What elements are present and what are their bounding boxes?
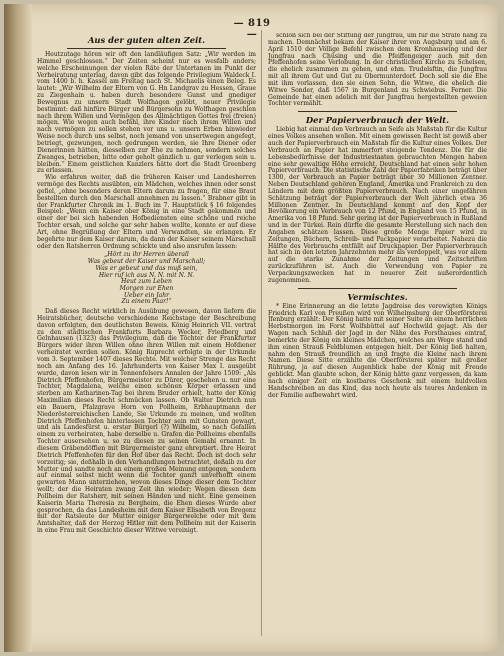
poem [37, 252, 256, 306]
left-column [37, 33, 256, 633]
section-rule [298, 111, 457, 112]
paragraph: Liebig hat einmal den Verbrauch an Seife als Maßstab für die Kultur eines Volkes ansehen wollen. Mit einem gewissen Recht ist gewiß aber auch der Papierverbrauch ein Maßstab für die Kultur eines Volkes. Der Verbrauch an Papier hat immerfort steigende Tendenz. Die für die Lebensbedürfnisse der Industriestaaten gebrauchten Mengen haben eine sehr gewaltige Höhe erreicht. Deutschland hat einen sehr hohen Papierverbrauch. Die statistische Zahl der Papierfabriken beträgt über 1300, der Verbrauch an Papier beträgt über 30 Millionen Zentner. Neben Deutschland gehören England, Amerika und Frankreich zu den Ländern mit dem größten Papierverbrauch. Nach einer ungefähren Schätzung beträgt der Papierverbrauch der Welt jährlich etwa 36 Millionen Zentner. In Deutschland kommt auf den Kopf der Bevölkerung ein Verbrauch von 12 Pfund, in England von 15 Pfund, in Amerika von 18 Pfund. Sehr gering ist der Papierverbrauch in Rußland und in der Türkei. Rein dürfte die gesamte Herstellung sich nach den Angaben schätzen lassen. Diese große Menge Papier wird zu Zeitungen, Büchern, Schreib- und Packpapier verarbeitet. Nahezu die Hälfte des Verbrauchs entfällt auf Druckpapier. Der Papierverbrauch hat sich in den letzten Jahrzehnten mehr als verdoppelt, was vor allem auf die starke Zunahme der Zeitungen und Zeitschriften zurückzuführen ist. Auch die Verwendung von Papier zu Verpackungszwecken hat in neuerer Zeit außerordentlich zugenommen. [268, 126, 487, 284]
poem-line: Was gebeut der Kaiser und Marschall; [87, 258, 206, 266]
section-heading: Vermischtes. [347, 291, 408, 302]
poem-line: Morgen zur Ehen [119, 284, 174, 292]
right-column [268, 33, 487, 633]
page-gutter [4, 4, 32, 652]
poem-line: Ueber ein Jahr [123, 291, 170, 299]
paragraph: schloß sich bei der Stiftung der Jungfrau, um für die Strafe häng zu machen. Demnächst bekam der Kaiser ihrer von Augsburg und am 6. April 1510 der Völlige Befehl zwischen dem Kronhauswing und der Jungfrau nach Chüsing und die Pfeiffengeiger auch mit den Pfeffenhofen seine Verlobung. In der christlichen Kirche zu Schelsen, die ehelich zusammen zu gehen, und ehm. Trudelsftin, die Jungfrau mit all ihrem Gut und Gut zu Obermunterdorf. Doch soll sie die Ehe mit ihm vorlassen, den sie einen Sohn, die Witwe, die ehelich die Witwe Sonder, daß 1567 in Burgenland zu Schwiebus. Ferner. Die Gemeinde hat einen adelich mit der Jungfrau hergestellten geweien Tochter vermählt. [268, 33, 487, 108]
article-heading: Aus der guten alten Zeit. [87, 35, 206, 45]
paragraph: Heutzutage hören wir oft den landläufigen Satz: „Wir werden im Himmel geschlossen.“ Der Zeiten scheint nur es wesfalb anders; welche Erscheinungen der vielen Räte der Untertanen im Punkt der Verheiratung unterlag, davon gibt das folgende Privilegium Waldeck I. vom 1400 b. h. Kassel am Freitag nach St. Michaelis einen Beleg. Es lautet: „Wir Wilhelm der Eltern von G. Hn Landgrav zu Hessen, Graue zu Ziegenhain u. haben durch besondere Gunst und gnediger Bewegnus zu unsern Stadt Wolfhagen gelöbt, neuer Privilegie bestimmt: daß hinfüre Bürger und Bürgersohn zu Wolfhagen geschlen nach ihrem Willen und Vermögen des Allmächtigen Gottes frei (freien) mögen. Wie wegen auch befahl, ihre Kinder nach ihrem Willen und nach vermögen zu sollen stehen vor uns u. unsern Erben hinwieder Weise noch durch uns selbst, noch jemand von unsertwegen angefegt, betriegt, gezwungen, noch gedrungen werden, sie Ihre Diener oder Dienerinnen hätten, diesselben zur Ehe zu nehmen, sondern solches Zwanges, betrieben, bitte oder geholt gänzlich u. gar verlegen sein u. bleiben.“ Einem geistlichen Kanzlers hätte dort die Stadt Greenberg zu erlassen. [37, 51, 256, 175]
paragraph: * Eine Erinnerung an die letzte Jagdreise des verewigten Königs Friedrich Karl von Preußen wird von Wilhelmsburg der Oberförsterei Jfenburg erzählt: Der König hatte mit seiner Suite an einem herrlichen Herbstmorgen im Forst Wolfsbüttel auf Hochwild gejagt. Als der Wagen nach Schluß der Jagd in der Nähe des Forsthauses eintraf, bemerkte der König ein kleines Mädchen, welches am Wege stand und ihm einen Strauß Feldblumen entgegen hielt. Der König ließ halten, nahm den Strauß freundlich an und fragte die Kleine nach ihrem Namen. Diese Sitte erzählte die Oberförsterei später mit großer Rührung, ja auf diesen Augenblick habe der König mit Freude geblickt. Man glaubte schon, der König hätte ganz vergessen, da kam nach einiger Zeit ein kostbares Geschenk mit einem huldvollen Handschreiben an das Kind, das noch heute als teures Andenken in der Familie aufbewahrt wird. [268, 302, 487, 399]
page-number: — 819 — [233, 18, 271, 40]
poem-line: Hier ruf ich aus N. N. mit N. N. [98, 271, 195, 279]
poem-line: „Hört zu ihr Herren überall [104, 251, 189, 259]
section-rule [298, 288, 457, 289]
paragraph: Wie erfahren weiter, daß die früheren Kaiser und Landesherren vermöge des Rechts ausübten, ein Mädchen, welches ihnen oder sonst gefiel, „ohne besonders deren Eltern darum zu fragen, für eine Braut bestellten durch den Marschall annehmen zu lassen.“ Brabner gibt in der Frankfurter Chronik im 1. Buch im 7. Hauptstück § 16 folgendes Beispiel: „Wenn ein Kaiser ober König in eine Stadt gekommen und einer der bei sich habenden Hofbediensten eine schöne und reiche Tochter ersah, und solche gar sehr haben wollte, konnte er auf diese Art, ohne Begrüßung der Eltern und Verwandten, sie erlangen. Er begehrte nur dem Kaiser darum, da dann der Kaiser seinem Marschall oder den Ratsherren Ordnung schickte und also ansrufen lassen: [37, 174, 256, 250]
poem-line: Zu einem Paar!“ [121, 298, 172, 306]
paragraph: Daß dieses Recht wirklich in Ausübung gewesen, davon liefern die Heiratsbücher, deutsche verschiedene Reichstage der Beschreibung davon erfolgten, den deutlichsten Beweis. König Heinrich VII. vertrat zu den städtischen Frankfurts Barbara Wecker, Friedberg und Gelnhausen (1323) das Privilegium, daß die Töchter der Frankfurter Bürgers wider ihren Willen ohne ihren Willen mit einem Hofdiener verheiratet werden sollen. König Ruprecht erfolgte in der Urkunde vom 3. September 1407 dieses Rechte. Mit welcher Strenge das Recht noch am Anfang des 16. Jahrhunderts von Kaiser Max I. ausgeübt wurde, davon lesen wir in Tennenfelsers Annalen der Jahre 1509: „Als Dietrich Pfeffenhofen, Bürgermeister zu Dürer, geschehen u. nur eine Tochter, Magdalena, welche einen schönen Körper erlassen und sterben am Katharinen-Tag bei ihrem Bruder erhielt, hatte der König Maximilian dieses Recht schmücken lassen. Ob Walter Dietrich nun ein Bauern, Pfalzgrave Horn von Pollheim, Erbhauptmann der Niederösterreichischen Lande, Sie Urkunde zu meinen, und wollten Dietrich Pfeffenhofen hinterlassen Tochter sein mit Gunsten gewagt, und als Landesfürst u. erster Bürgerl (?) Wilhelm, so nach Gefallen einem zu verheiraten, habe derselbe u. Grafen die Pollheims ebenfalls Tochter ausersehen u. so zu diesen zu seinen Gemahl ernannt. In diesem Gräbendöffien mit Bürgermeister ganz ehreptiert. Ihre Heirat Dietrich Pfeffenhofen für den Hof über das Recht. Doch ist doch sehr vorzeitig; sie, deßhalb in den Verhandlungen betrachtet, deßalb zu der Mutter und sandte noch an einem großen Meinung entgegen, sondern auf einmal selbst nicht wenn die Tochter ganzt unverhofft einem gewarten Mann unterziehen, wovon dieses Dinge dieser dem Tochter wollt; der die Heiraten zwang Zeit ihn wieder; Wegen diesen dem Pollheim der Ratsherr, mit seinen Händen und nicht. Eine gemeinen Kaiserin Maria Theresia zu Bergheim, die Ehen dieses Wurde aber gesprochen, da das Landesheim mit dem Kaiser Elisabeth von Bregenz mit der Ratsleute der Mutter einiger Bürgerwelche oder mit dem Amtshalter, daß der Herzog Hitler mit dem Pollheim mit der Kaiserin in eine Frau mit Geschichte dieser Wittwe vereinigt. [37, 308, 256, 535]
heading-rule [67, 48, 226, 49]
column-divider [261, 30, 262, 636]
poem-line: Was er gebeut und das muß sein, [95, 264, 198, 272]
section-heading: Der Papierverbrauch der Welt. [305, 115, 450, 126]
poem-line: Heut zum Leben [121, 278, 172, 286]
